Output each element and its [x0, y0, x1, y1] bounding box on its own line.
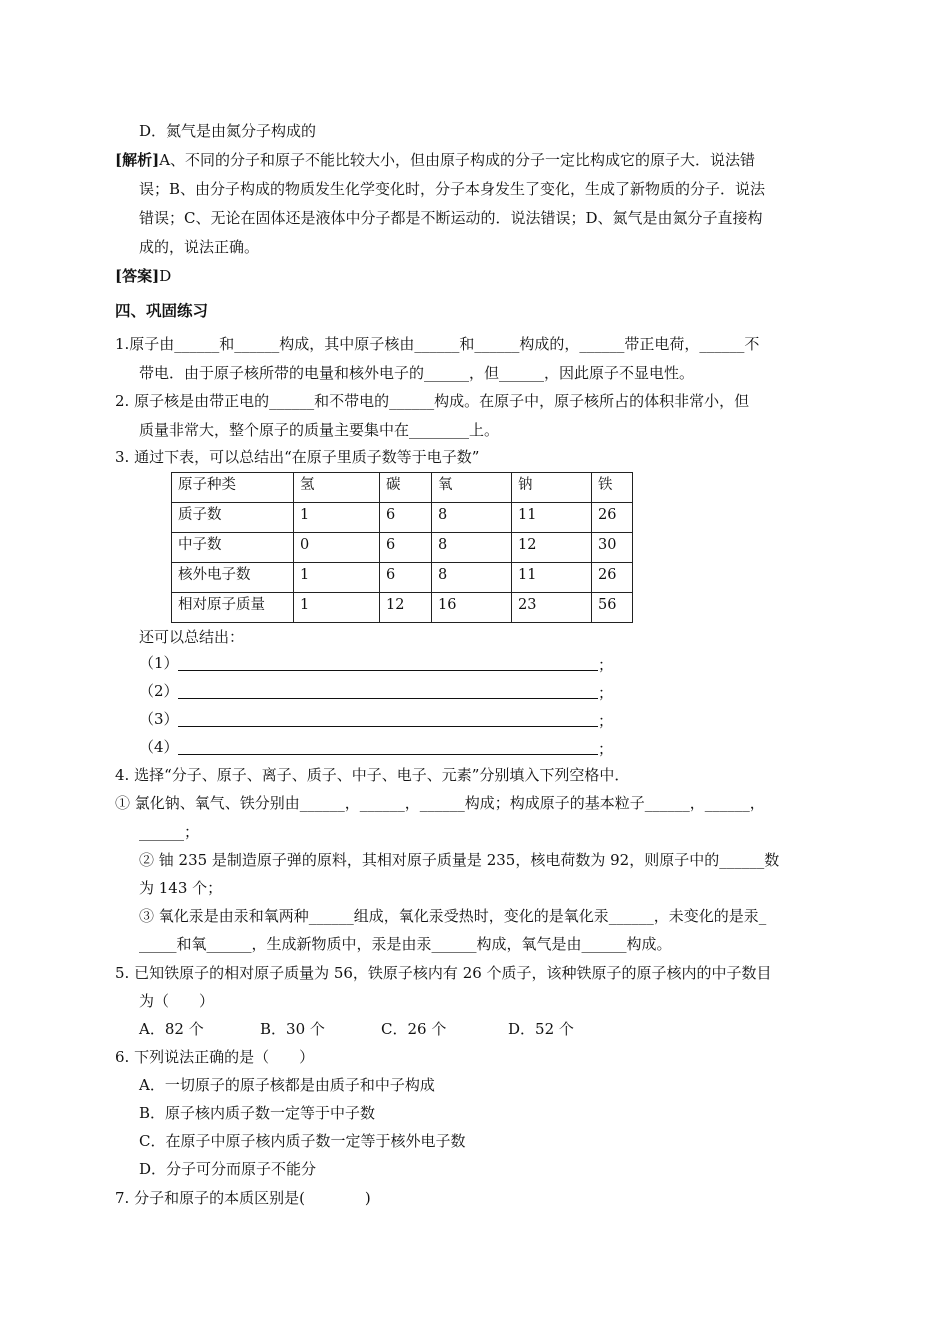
atom-table [171, 472, 633, 623]
table-cell: 氢 [294, 473, 380, 503]
table-row [172, 533, 633, 563]
q5-option-a: A．82 个 [139, 1020, 204, 1038]
q4-part2-line-2: 为 143 个； [139, 879, 223, 897]
blank-end: ； [598, 740, 614, 758]
blank-label: （2） [139, 682, 179, 700]
table-cell: 中子数 [172, 533, 294, 563]
table-cell: 26 [592, 503, 633, 533]
table-cell: 钠 [512, 473, 592, 503]
analysis-line-3: 错误；C、无论在固体还是液体中分子都是不断运动的．说法错误；D、氮气是由氮分子直接构 [139, 209, 763, 227]
table-cell: 56 [592, 593, 633, 623]
analysis-text-1: A、不同的分子和原子不能比较大小，但由原子构成的分子一定比构成它的原子大．说法错 [159, 151, 756, 169]
q6-option-c: C．在原子中原子核内质子数一定等于核外电子数 [139, 1132, 466, 1150]
q6-option-a: A．一切原子的原子核都是由质子和中子构成 [139, 1076, 435, 1094]
table-row [172, 503, 633, 533]
blank-end: ； [598, 656, 614, 674]
blank-line[interactable] [178, 698, 598, 699]
q4-part1-line-1: ① 氯化钠、氧气、铁分别由______，______，______构成；构成原子的基本粒子______，______， [115, 794, 765, 812]
table-cell: 11 [512, 503, 592, 533]
table-cell: 原子种类 [172, 473, 294, 503]
table-cell: 6 [380, 563, 432, 593]
q2-line-1: 2. 原子核是由带正电的______和不带电的______构成。在原子中，原子核所占的体积非常小，但 [115, 392, 750, 410]
table-cell: 26 [592, 563, 633, 593]
q7-line: 7. 分子和原子的本质区别是( ) [115, 1189, 371, 1207]
blank-end: ； [598, 712, 614, 730]
q3-more-text: 还可以总结出： [139, 628, 245, 646]
section-heading: 四、巩固练习 [115, 301, 209, 320]
analysis-line-2: 误；B、由分子构成的物质发生化学变化时，分子本身发生了变化，生成了新物质的分子．说法 [139, 180, 766, 198]
q4-part3-line-1: ③ 氧化汞是由汞和氧两种______组成，氧化汞受热时，变化的是氧化汞______，未变化的是汞_ [139, 907, 767, 925]
table-cell: 11 [512, 563, 592, 593]
table-cell: 23 [512, 593, 592, 623]
table-cell: 1 [294, 503, 380, 533]
analysis-line-1 [115, 149, 755, 171]
q4-part3-line-2: _____和氧______，生成新物质中，汞是由汞______构成，氧气是由______构成。 [139, 935, 672, 953]
q6-option-d: D．分子可分而原子不能分 [139, 1160, 317, 1178]
q5-option-b: B．30 个 [260, 1020, 325, 1038]
table-cell: 1 [294, 593, 380, 623]
answer-value: D [159, 267, 172, 285]
blank-line[interactable] [178, 726, 598, 727]
table-cell: 8 [432, 533, 512, 563]
answer-line [115, 265, 171, 287]
q5-option-d: D．52 个 [508, 1020, 574, 1038]
q5-option-c: C．26 个 [381, 1020, 447, 1038]
blank-line[interactable] [178, 670, 598, 671]
option-d-text: D．氮气是由氮分子构成的 [139, 122, 317, 140]
q1-line-2: 带电．由于原子核所带的电量和核外电子的______，但______，因此原子不显电性。 [139, 364, 695, 382]
table-cell: 铁 [592, 473, 633, 503]
table-cell: 质子数 [172, 503, 294, 533]
q4-part2-line-1: ② 铀 235 是制造原子弹的原料，其相对原子质量是 235，核电荷数为 92，则原子中的______数 [139, 851, 780, 869]
table-cell: 6 [380, 533, 432, 563]
q5-line-2: 为（ ） [139, 992, 215, 1010]
q6-option-b: B．原子核内质子数一定等于中子数 [139, 1104, 376, 1122]
table-cell: 16 [432, 593, 512, 623]
q5-line-1: 5. 已知铁原子的相对原子质量为 56，铁原子核内有 26 个质子，该种铁原子的原子核内的中子数目 [115, 964, 772, 982]
table-cell: 0 [294, 533, 380, 563]
table-cell: 12 [512, 533, 592, 563]
table-cell: 核外电子数 [172, 563, 294, 593]
table-cell: 碳 [380, 473, 432, 503]
q3-line-1: 3. 通过下表，可以总结出“在原子里质子数等于电子数” [115, 448, 480, 466]
blank-end: ； [598, 684, 614, 702]
answer-label: [答案] [115, 267, 160, 285]
table-cell: 氧 [432, 473, 512, 503]
q2-line-2: 质量非常大，整个原子的质量主要集中在________上。 [139, 421, 500, 439]
blank-label: （1） [139, 654, 179, 672]
table-cell: 相对原子质量 [172, 593, 294, 623]
blank-line[interactable] [178, 754, 598, 755]
blank-label: （3） [139, 710, 179, 728]
table-cell: 1 [294, 563, 380, 593]
analysis-label: [解析] [115, 151, 160, 169]
table-cell: 12 [380, 593, 432, 623]
q4-line-1: 4. 选择“分子、原子、离子、质子、中子、电子、元素”分别填入下列空格中． [115, 766, 630, 784]
table-row [172, 563, 633, 593]
atom-table-body [172, 473, 633, 623]
table-cell: 6 [380, 503, 432, 533]
table-cell: 8 [432, 563, 512, 593]
blank-label: （4） [139, 738, 179, 756]
table-row [172, 593, 633, 623]
q6-line: 6. 下列说法正确的是（ ） [115, 1048, 315, 1066]
table-cell: 30 [592, 533, 633, 563]
table-cell: 8 [432, 503, 512, 533]
q4-part1-line-2: ______； [139, 823, 200, 841]
table-header-row [172, 473, 633, 503]
q1-line-1: 1.原子由______和______构成，其中原子核由______和______构成的，______带正电荷，______不 [115, 335, 760, 353]
analysis-line-4: 成的，说法正确。 [139, 238, 260, 256]
